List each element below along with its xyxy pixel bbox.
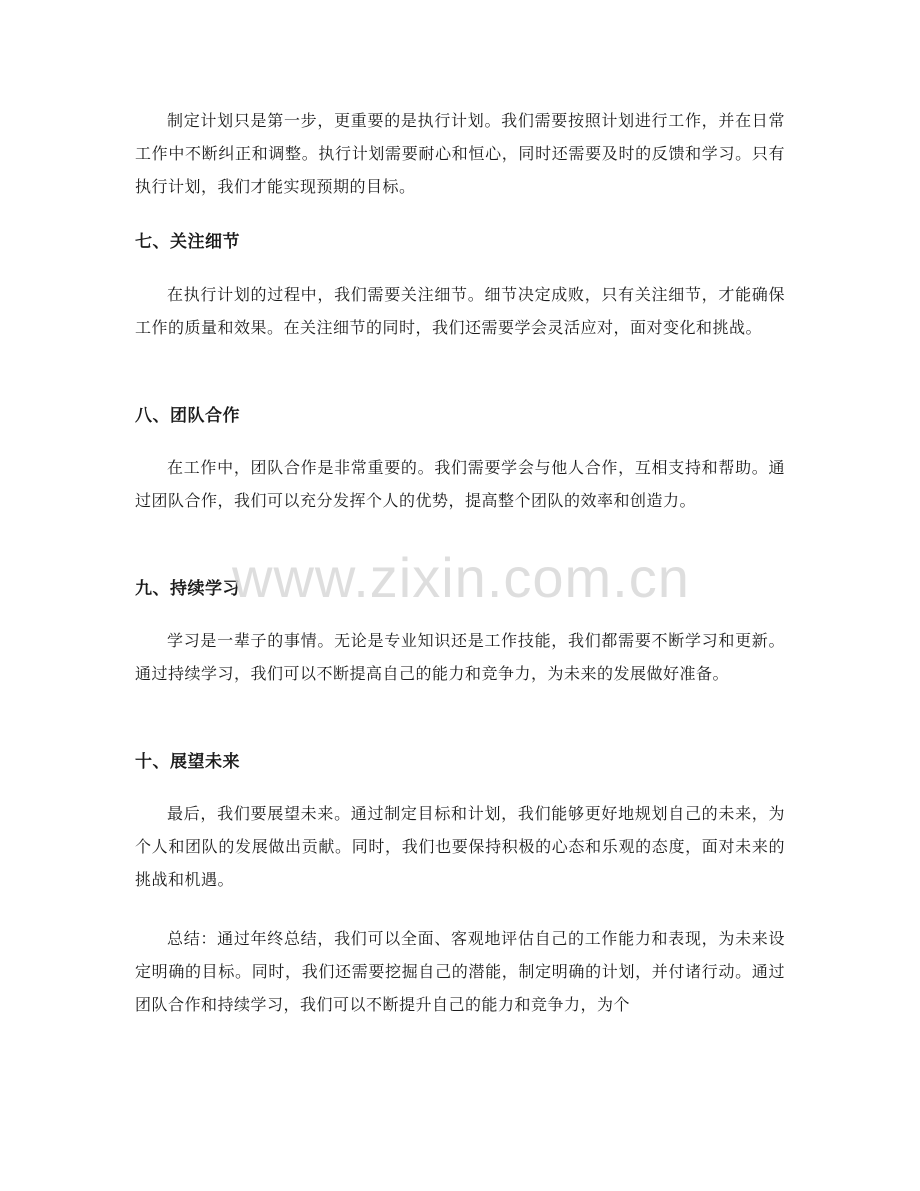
heading-section-7: 七、关注细节 <box>135 232 240 252</box>
paragraph-section-8: 在工作中，团队合作是非常重要的。我们需要学会与他人合作，互相支持和帮助。通过团队合作，我们可以充分发挥个人的优势，提高整个团队的效率和创造力。 <box>135 458 785 510</box>
paragraph-section-9: 学习是一辈子的事情。无论是专业知识还是工作技能，我们都需要不断学习和更新。通过持续学习，我们可以不断提高自己的能力和竞争力，为未来的发展做好准备。 <box>135 631 785 683</box>
heading-section-10: 十、展望未来 <box>135 752 240 772</box>
heading-section-8: 八、团队合作 <box>135 406 240 426</box>
heading-section-9: 九、持续学习 <box>135 579 240 599</box>
paragraph-execute-plan: 制定计划只是第一步，更重要的是执行计划。我们需要按照计划进行工作，并在日常工作中不断纠正和调整。执行计划需要耐心和恒心，同时还需要及时的反馈和学习。只有执行计划，我们才能实现预期的目标。 <box>135 111 785 196</box>
paragraph-summary: 总结：通过年终总结，我们可以全面、客观地评估自己的工作能力和表现，为未来设定明确的目标。同时，我们还需要挖掘自己的潜能，制定明确的计划，并付诸行动。通过团队合作和持续学习，我们可以不断提升自己的能力和竞争力，为个 <box>135 929 785 1014</box>
paragraph-section-10: 最后，我们要展望未来。通过制定目标和计划，我们能够更好地规划自己的未来，为个人和团队的发展做出贡献。同时，我们也要保持积极的心态和乐观的态度，面对未来的挑战和机遇。 <box>135 804 785 889</box>
watermark: www.zixin.com.cn <box>232 546 690 609</box>
paragraph-section-7: 在执行计划的过程中，我们需要关注细节。细节决定成败，只有关注细节，才能确保工作的质量和效果。在关注细节的同时，我们还需要学会灵活应对，面对变化和挑战。 <box>135 285 785 337</box>
